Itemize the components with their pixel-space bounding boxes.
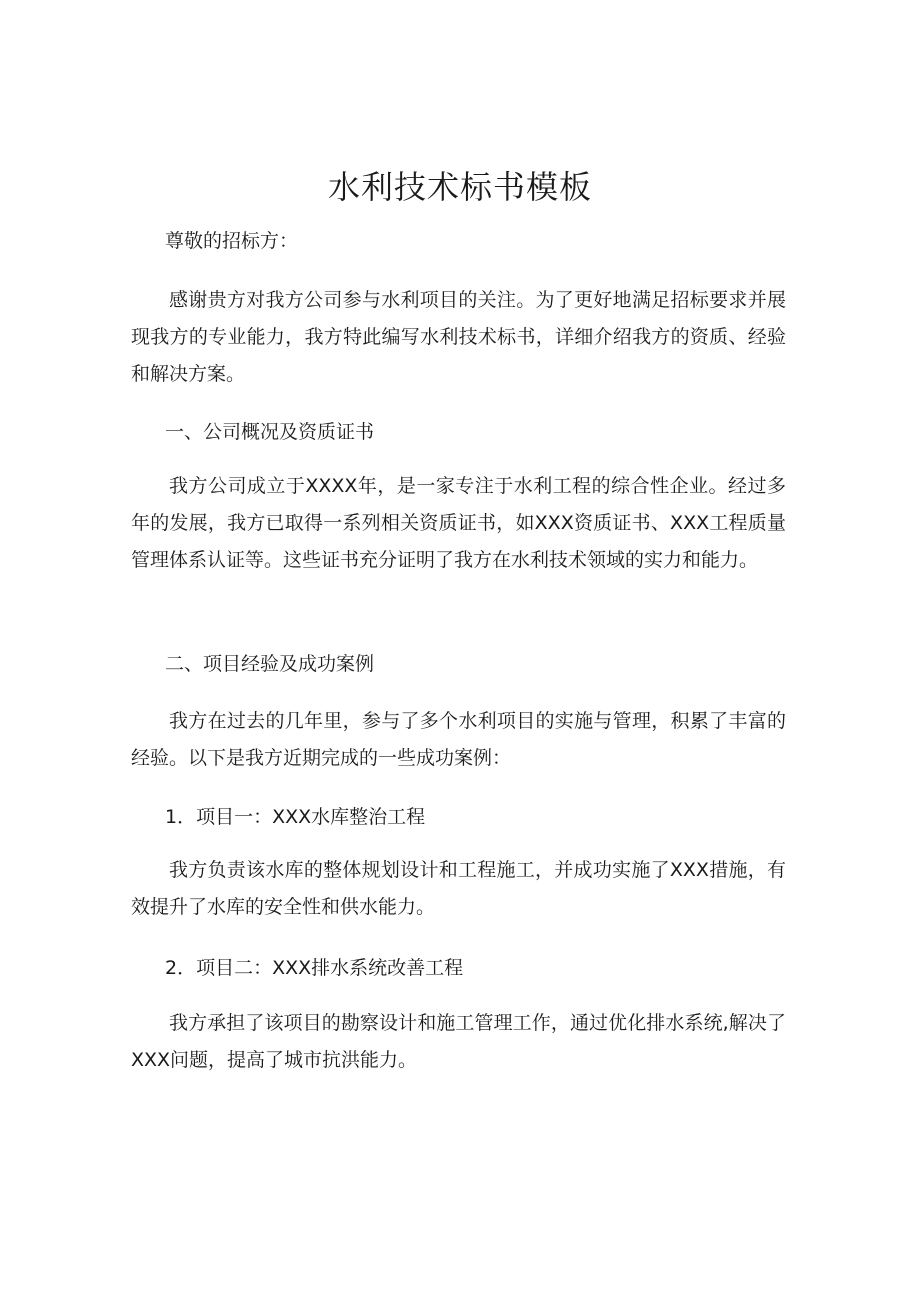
case-1-heading: 1．项目一：XXX水库整治工程 <box>165 806 426 828</box>
case-2-body: 我方承担了该项目的勘察设计和施工管理工作，通过优化排水系统,解决了XXX问题，提高了城市抗洪能力。 <box>131 1012 786 1071</box>
section-1-body: 我方公司成立于XXXX年，是一家专注于水利工程的综合性企业。经过多年的发展，我方已取得一系列相关资质证书，如XXX资质证书、XXX工程质量管理体系认证等。这些证书充分证明了我方在水利技术领域的实力和能力。 <box>131 475 786 571</box>
section-2-body: 我方在过去的几年里，参与了多个水利项目的实施与管理，积累了丰富的经验。以下是我方近期完成的一些成功案例： <box>131 710 786 769</box>
case-2-heading: 2．项目二：XXX排水系统改善工程 <box>165 957 464 979</box>
case-1-body: 我方负责该水库的整体规划设计和工程施工，并成功实施了XXX措施，有效提升了水库的安全性和供水能力。 <box>131 859 786 918</box>
document-title: 水利技术标书模板 <box>327 168 592 206</box>
section-2-heading: 二、项目经验及成功案例 <box>165 653 375 675</box>
section-1-heading: 一、公司概况及资质证书 <box>165 421 375 443</box>
salutation: 尊敬的招标方： <box>165 230 299 252</box>
intro-paragraph: 感谢贵方对我方公司参与水利项目的关注。为了更好地满足招标要求并展现我方的专业能力，我方特此编写水利技术标书，详细介绍我方的资质、经验和解决方案。 <box>131 289 786 385</box>
